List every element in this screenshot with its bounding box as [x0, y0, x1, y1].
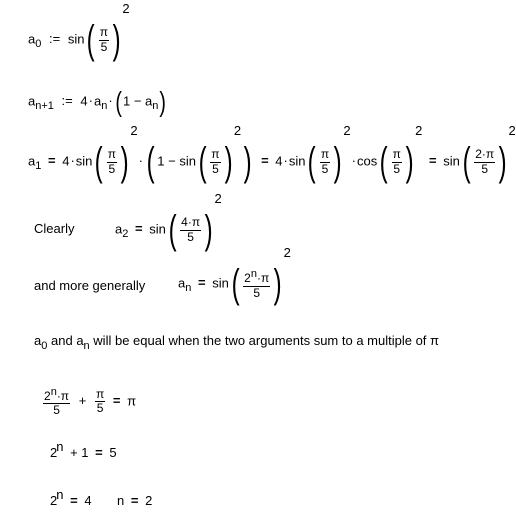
- value-5: 5: [109, 445, 117, 460]
- numerator: π: [99, 25, 109, 40]
- eq-a2: [115, 191, 222, 252]
- exponent-2: 2: [130, 123, 138, 138]
- eq-2n-plus-1: [50, 439, 117, 460]
- denominator: 5: [321, 161, 329, 176]
- eq-a0-definition: [28, 1, 130, 62]
- fraction-2n-pi-over-5: [243, 268, 270, 300]
- fraction-4pi-over-5: [180, 216, 201, 244]
- exponent-2: 2: [233, 123, 242, 138]
- fn-sin: sin: [288, 153, 306, 169]
- equals-sign: =: [130, 493, 139, 508]
- result-n-equals-2: [117, 494, 152, 507]
- paren-left: (: [198, 140, 207, 184]
- dot-pi: ·π: [56, 389, 70, 403]
- subscript-0: 0: [35, 38, 42, 51]
- paren-right: ): [498, 140, 507, 184]
- numerator: π: [107, 147, 117, 162]
- var-a: a: [34, 333, 42, 348]
- dot-pi: ·π: [256, 271, 270, 286]
- text-more-generally: and more generally: [34, 278, 146, 293]
- exponent-2: 2: [283, 245, 291, 260]
- paren-left: (: [308, 140, 317, 184]
- denominator: 5: [212, 161, 219, 176]
- denominator: 5: [100, 39, 108, 54]
- dot-op: ·: [138, 153, 143, 169]
- numerator: π: [211, 147, 220, 162]
- fn-sin: sin: [179, 153, 196, 169]
- var-a: a: [28, 31, 36, 47]
- equals-sign: =: [95, 445, 103, 460]
- power-n: n: [50, 386, 57, 398]
- paren-left: (: [146, 140, 155, 184]
- result-2: 2: [145, 493, 153, 508]
- eq-argument-sum: [42, 386, 136, 418]
- coef-4: 4: [275, 153, 283, 169]
- fraction-2pi-over-5: [474, 148, 495, 176]
- exponent-2: 2: [214, 191, 222, 206]
- denominator: 5: [253, 285, 261, 300]
- eq-2n-equals-4: [50, 487, 92, 508]
- subscript-n-plus-1: n+1: [35, 100, 54, 113]
- fn-sin: sin: [75, 153, 93, 169]
- subscript-n: n: [101, 100, 108, 113]
- paren-left: (: [231, 262, 240, 306]
- one-minus: 1 −: [157, 153, 176, 169]
- var-a: a: [28, 153, 36, 169]
- denominator: 5: [187, 229, 194, 244]
- var-a: a: [76, 333, 84, 348]
- paren-right: ): [243, 140, 252, 184]
- paren-right: ): [120, 140, 129, 184]
- paren-right: ): [333, 140, 342, 184]
- paren-left: (: [462, 140, 471, 184]
- equals-sign: =: [261, 153, 269, 169]
- base-2: 2: [244, 271, 251, 286]
- sentence-equality-condition: [34, 333, 439, 352]
- coef-4: 4: [80, 93, 88, 109]
- coef-4: 4: [62, 153, 70, 169]
- eq-an-general: [178, 245, 291, 306]
- fraction-pi-over-5: [99, 26, 109, 54]
- eq-a1-expansion: [28, 123, 516, 184]
- paren-left: (: [87, 18, 96, 62]
- equals-sign: =: [70, 493, 78, 508]
- fn-sin: sin: [67, 31, 85, 47]
- var-a: a: [93, 93, 102, 109]
- fraction-pi-over-5: [320, 148, 330, 176]
- one-minus: 1 −: [122, 93, 142, 109]
- numerator: [43, 386, 70, 404]
- fraction-pi-over-5: [107, 148, 117, 176]
- subscript-0: 0: [41, 340, 48, 352]
- fn-sin: sin: [212, 275, 229, 291]
- equals-sign: =: [429, 153, 437, 169]
- plus-sign: +: [78, 393, 87, 409]
- exponent-2: 2: [122, 1, 130, 16]
- exponent-2: 2: [508, 123, 516, 138]
- equals-sign: =: [112, 393, 121, 409]
- dot-op: ·: [283, 153, 288, 169]
- var-a: a: [115, 221, 123, 237]
- denominator: 5: [108, 161, 116, 176]
- var-a: a: [28, 93, 36, 109]
- denominator: 5: [53, 403, 60, 418]
- power-n: n: [56, 487, 64, 502]
- dot-op: ·: [70, 153, 75, 169]
- define-operator: :=: [48, 31, 61, 47]
- paren-right: ): [204, 208, 213, 252]
- paren-right: ): [112, 18, 121, 62]
- text-will-be-equal: will be equal when the two arguments sum to a multiple of π: [93, 333, 439, 348]
- eq-recurrence: [28, 88, 168, 116]
- numerator: 2·π: [475, 147, 495, 162]
- var-a: a: [145, 93, 153, 109]
- subscript-n: n: [185, 282, 192, 295]
- paren-left: (: [95, 140, 104, 184]
- fraction-pi-over-5: [392, 148, 402, 176]
- exponent-2: 2: [415, 123, 423, 138]
- numerator: π: [95, 387, 105, 401]
- subscript-n: n: [152, 100, 159, 113]
- dot-op: ·: [351, 153, 356, 169]
- fn-sin: sin: [149, 221, 166, 237]
- power-n: n: [250, 268, 257, 281]
- numerator: [243, 268, 270, 286]
- base-2: 2: [50, 445, 58, 460]
- subscript-1: 1: [35, 160, 42, 173]
- paren-right: ): [224, 140, 233, 184]
- dot-op: ·: [88, 93, 93, 109]
- exponent-2: 2: [343, 123, 351, 138]
- paren-right: ): [405, 140, 414, 184]
- denominator: 5: [96, 401, 104, 416]
- fraction-pi-over-5: [95, 388, 105, 416]
- denominator: 5: [393, 161, 401, 176]
- paren-left: (: [168, 208, 177, 252]
- fraction-pi-over-5: [210, 148, 220, 176]
- paren-right: ): [159, 86, 167, 117]
- define-operator: :=: [61, 93, 73, 109]
- base-2: 2: [44, 389, 51, 403]
- power-n: n: [56, 439, 64, 454]
- subscript-n: n: [83, 340, 90, 352]
- subscript-2: 2: [122, 228, 129, 241]
- value-4: 4: [84, 493, 92, 508]
- base-2: 2: [50, 493, 58, 508]
- result-n: n: [117, 493, 125, 508]
- fn-cos: cos: [357, 153, 378, 169]
- paren-right: ): [273, 262, 282, 306]
- paren-left: (: [379, 140, 388, 184]
- text-clearly: Clearly: [34, 221, 75, 236]
- equals-sign: =: [47, 153, 56, 169]
- paren-left: (: [115, 86, 122, 117]
- equals-sign: =: [134, 221, 143, 237]
- pi-symbol: π: [127, 393, 137, 409]
- fraction-2n-pi-over-5: [43, 386, 70, 418]
- numerator: π: [392, 147, 401, 162]
- numerator: π: [320, 147, 330, 162]
- equals-sign: =: [197, 275, 206, 291]
- dot-op: ·: [108, 93, 113, 109]
- var-a: a: [178, 275, 186, 291]
- word-and: and: [50, 333, 73, 348]
- denominator: 5: [481, 161, 489, 176]
- plus-one: + 1: [70, 445, 89, 460]
- fn-sin: sin: [443, 153, 460, 169]
- numerator: 4·π: [181, 215, 201, 230]
